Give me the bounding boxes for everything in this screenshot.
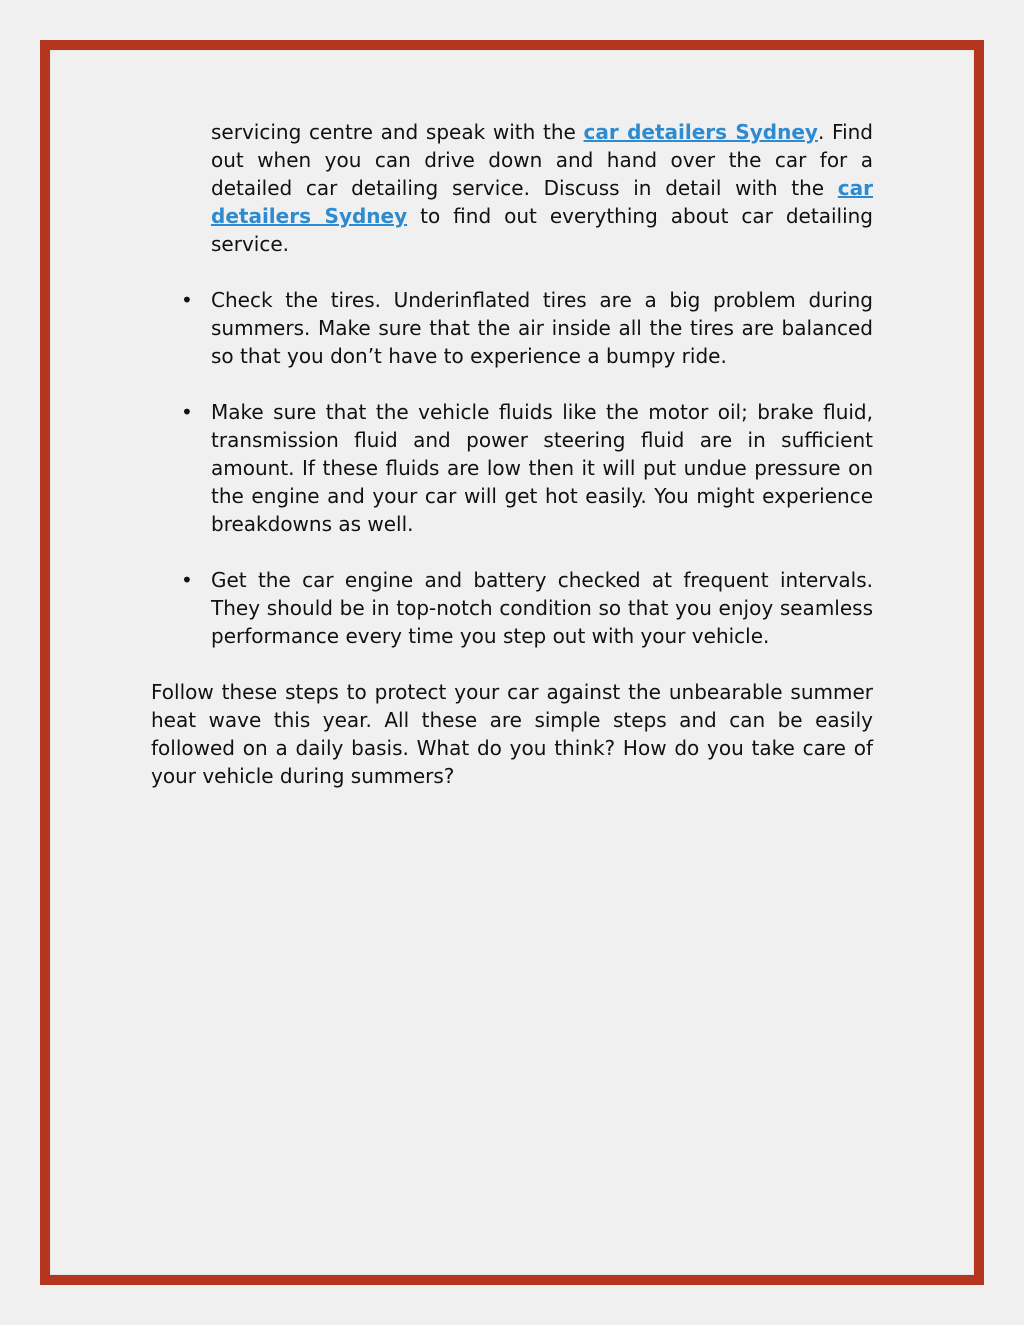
- bullet-icon: •: [181, 288, 193, 312]
- continuation-text-2: . Find out when you can drive down and hand over the car for a detailed car detailing service. Discuss in detail with the: [211, 120, 874, 200]
- document-body: [151, 118, 873, 790]
- continuation-paragraph: [211, 118, 873, 258]
- list-item-text: Check the tires. Underinflated tires are a big problem during summers. Make sure that the air inside all the tires are balanced so that you don’t have to experience a bumpy ride.: [211, 288, 873, 368]
- continuation-text-3: to find out everything about car detailing service.: [211, 204, 873, 256]
- list-item: [151, 398, 873, 538]
- list-item-text: Get the car engine and battery checked at frequent intervals. They should be in top-notch condition so that you enjoy seamless performance every time you step out with your vehicle.: [211, 568, 873, 648]
- car-detailers-link-1[interactable]: car detailers Sydney: [583, 120, 818, 144]
- bullet-icon: •: [181, 400, 193, 424]
- list-item-text: Make sure that the vehicle fluids like the motor oil; brake fluid, transmission fluid and power steering fluid are in sufficient amount. If these fluids are low then it will put undue pressure on the engine and your car will get hot easily. You might experience breakdowns as well.: [211, 400, 873, 536]
- list-item: [151, 566, 873, 650]
- car-detailers-link-2[interactable]: car detailers Sydney: [211, 176, 873, 228]
- continuation-text-1: servicing centre and speak with the: [211, 120, 584, 144]
- bullet-icon: •: [181, 568, 193, 592]
- closing-paragraph: Follow these steps to protect your car against the unbearable summer heat wave this year. All these are simple steps and can be easily followed on a daily basis. What do you think? How do you take care of your vehicle during summers?: [151, 680, 873, 788]
- list-item: [151, 286, 873, 370]
